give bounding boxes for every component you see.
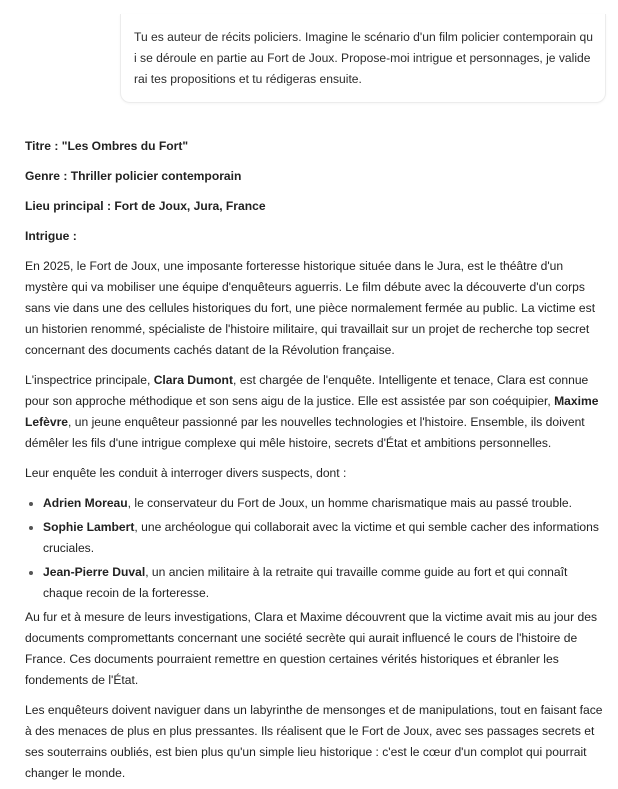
suspect-description: , le conservateur du Fort de Joux, un homme charismatique mais au passé trouble. — [127, 496, 573, 510]
character-name: Clara Dumont — [153, 373, 233, 387]
suspect-description: , une archéologue qui collaborait avec la victime et qui semble cacher des informations cruciales. — [43, 520, 599, 555]
suspect-name: Adrien Moreau — [43, 496, 128, 510]
text-segment: , un jeune enquêteur passionné par les nouvelles technologies et l'histoire. Ensemble, ils doivent démêler les fils d'une intrigue complexe qui mêle histoire, secrets d'État et ambitions personnelles. — [25, 415, 585, 450]
assistant-response — [25, 136, 607, 789]
response-paragraph: En 2025, le Fort de Joux, une imposante forteresse historique située dans le Jura, est le théâtre d'un mystère qui va mobiliser une équipe d'enquêteurs aguerris. Le film débute avec la découverte d'un corps sans vie dans une des cellules historiques du fort, une pièce normalement fermée au public. La victime est un historien renommé, spécialiste de l'histoire militaire, qui travaillait sur un projet de recherche top secret concernant des documents cachés datant de la Révolution française. — [25, 259, 596, 357]
user-message-text: Tu es auteur de récits policiers. Imagine le scénario d'un film policier contemporain qui se déroule en partie au Fort de Joux. Propose-moi intrigue et personnages, je validerai tes propositions et tu rédigeras ensuite. — [134, 30, 593, 86]
response-place: Lieu principal : Fort de Joux, Jura, France — [25, 199, 266, 213]
list-item — [43, 493, 607, 514]
response-paragraph: Leur enquête les conduit à interroger divers suspects, dont : — [25, 466, 347, 480]
response-paragraph: Les enquêteurs doivent naviguer dans un labyrinthe de mensonges et de manipulations, tout en faisant face à des menaces de plus en plus pressantes. Ils réalisent que le Fort de Joux, avec ses passages secrets et ses souterrains oubliés, est bien plus qu'un simple lieu historique : c'est le cœur d'un complot qui pourrait changer le monde. — [25, 703, 603, 780]
user-message-bubble — [120, 14, 606, 103]
response-title: Titre : "Les Ombres du Fort" — [25, 139, 189, 153]
suspect-description: , un ancien militaire à la retraite qui travaille comme guide au fort et qui connaît chaque recoin de la forteresse. — [43, 565, 568, 600]
response-paragraph-characters — [25, 370, 607, 454]
response-paragraph: Au fur et à mesure de leurs investigations, Clara et Maxime découvrent que la victime avait mis au jour des documents compromettants concernant une société secrète qui aurait influencé le cours de l'histoire de France. Ces documents pourraient remettre en question certaines vérités historiques et ébranler les fondements de l'État. — [25, 610, 598, 687]
suspect-name: Sophie Lambert — [43, 520, 135, 534]
response-genre: Genre : Thriller policier contemporain — [25, 169, 242, 183]
suspects-list — [25, 493, 607, 604]
text-segment: L'inspectrice principale, — [25, 373, 154, 387]
list-item — [43, 517, 607, 559]
suspect-name: Jean-Pierre Duval — [43, 565, 146, 579]
character-name: Maxime Lefèvre — [25, 394, 599, 429]
text-segment: , est chargée de l'enquête. Intelligente et tenace, Clara est connue pour son approche méthodique et son sens aigu de la justice. Elle est assistée par son coéquipier, — [25, 373, 589, 408]
response-intrigue-label: Intrigue : — [25, 229, 77, 243]
list-item — [43, 562, 607, 604]
